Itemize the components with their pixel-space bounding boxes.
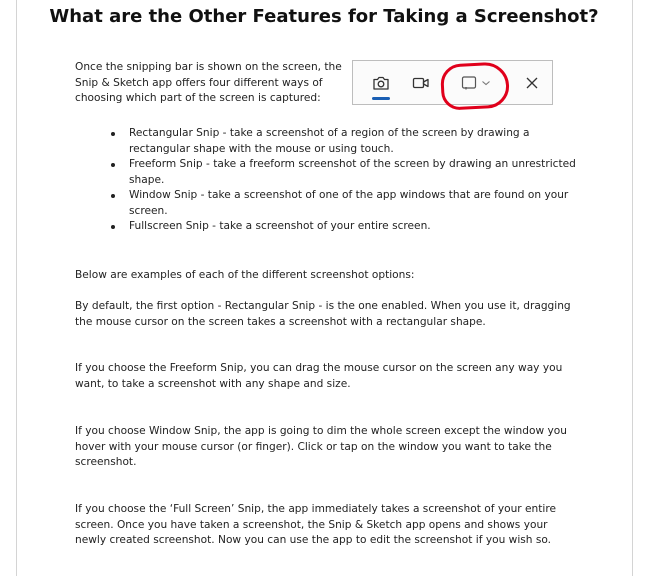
camera-icon [372, 75, 390, 91]
intro-paragraph: Once the snipping bar is shown on the screen, the Snip & Sketch app offers four different ways of choosing which part of the screen is captured: [75, 61, 342, 104]
list-item: Fullscreen Snip - take a screenshot of your entire screen. [108, 219, 578, 235]
list-item: Window Snip - take a screenshot of one of the app windows that are found on your screen. [108, 188, 578, 219]
list-item: Rectangular Snip - take a screenshot of a region of the screen by drawing a rectangular shape with the mouse or using touch. [108, 126, 578, 157]
fullscreen-snip-paragraph: If you choose the ‘Full Screen’ Snip, the app immediately takes a screenshot of your entire screen. Once you have taken a screenshot, the Snip & Sketch app opens and shows your newly created screenshot. Now you can use the app to edit the screenshot if you wish so. [75, 503, 556, 546]
active-mode-indicator [372, 97, 390, 100]
list-item: Freeform Snip - take a freeform screenshot of the screen by drawing an unrestricted shape. [108, 157, 578, 188]
close-icon [525, 76, 539, 90]
video-icon [412, 76, 430, 90]
examples-intro-paragraph: Below are examples of each of the different screenshot options: [75, 269, 415, 281]
close-button[interactable] [521, 73, 543, 93]
rectangular-snip-paragraph: By default, the first option - Rectangular Snip - is the one enabled. When you use it, dragging the mouse cursor on the screen takes a screenshot with a rectangular shape. [75, 300, 571, 328]
snip-types-list [108, 126, 578, 235]
window-snip-paragraph: If you choose Window Snip, the app is going to dim the whole screen except the window you hover with your mouse cursor (or finger). Click or tap on the window you want to take the screenshot. [75, 425, 567, 468]
page-border-right [632, 0, 633, 576]
highlight-annotation [440, 61, 510, 110]
page-border-left [16, 0, 17, 576]
video-mode-button[interactable] [410, 73, 432, 93]
screenshot-mode-button[interactable] [370, 73, 392, 93]
freeform-snip-paragraph: If you choose the Freeform Snip, you can drag the mouse cursor on the screen any way you want, to take a screenshot with any shape and size. [75, 362, 563, 390]
page-title: What are the Other Features for Taking a Screenshot? [49, 6, 599, 27]
